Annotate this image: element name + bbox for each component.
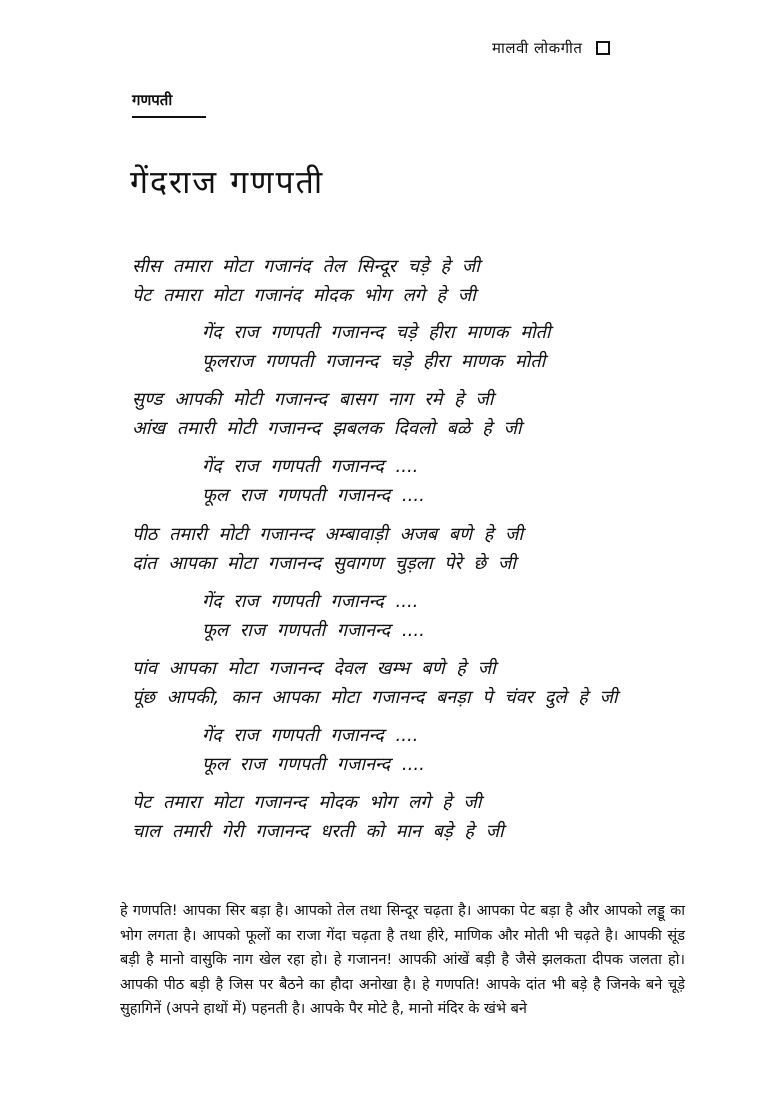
refrain-line: फूल राज गणपती गजानन्द .... [202,485,425,506]
verse-line: पूंछ आपकी, कान आपका मोटा गजानन्द बनड़ा पे चंवर दुले हे जी [132,687,618,708]
square-marker-icon [596,41,610,55]
translation-paragraph: हे गणपति! आपका सिर बड़ा है। आपको तेल तथा सिन्दूर चढ़ता है। आपका पेट बड़ा है और आपको लड्डू का भोग लगता है। आपको फूलों का राजा गेंदा चढ़ता है तथा हीरे, माणिक और मोती भी चढ़ते है। आपकी सूंड बड़ी है मानो वासुकि नाग खेल रहा हो। हे गजानन! आपकी आंखें बड़ी है जैसे झलकता दीपक जलता हो। आपकी पीठ बड़ी है जिस पर बैठने का हौदा अनोखा है। हे गणपति! आपके दांत भी बड़े है जिनके बने चूड़े सुहागिनें (अपने हाथों में) पहनती है। आपके पैर मोटे है, मानो मंदिर के खंभे बने [120,903,685,1017]
refrain-stanza-3 [202,587,425,645]
verse-line: सुण्ड आपकी मोटी गजानन्द बासग नाग रमे हे जी [132,389,494,410]
section-label: गणपती [132,90,206,118]
refrain-stanza-1 [202,318,551,376]
verse-line: चाल तमारी गेरी गजानन्द धरती को मान बड़े हे जी [132,821,504,842]
verse-line: आंख तमारी मोटी गजानन्द झबलक दिवलो बळे हे जी [132,418,522,439]
song-title: गेंदराज गणपती [130,163,325,201]
refrain-line: फूल राज गणपती गजानन्द .... [202,754,425,775]
refrain-line: गेंद राज गणपती गजानन्द .... [202,725,419,746]
refrain-stanza-4 [202,721,425,779]
verse-stanza-3 [132,520,523,578]
refrain-line: गेंद राज गणपती गजानन्द चड़े हीरा माणक मोती [202,322,551,343]
verse-line: पेट तमारा मोटा गजानंद मोदक भोग लगे हे जी [132,285,476,306]
verse-stanza-2 [132,385,522,443]
verse-line: दांत आपका मोटा गजानन्द सुवागण चुड़ला पेरे छे जी [132,553,516,574]
verse-line: सीस तमारा मोटा गजानंद तेल सिन्दूर चड़े हे जी [132,256,480,277]
verse-stanza-1 [132,252,480,310]
verse-stanza-4 [132,654,618,712]
verse-stanza-5 [132,788,504,846]
verse-line: पेट तमारा मोटा गजानन्द मोदक भोग लगे हे जी [132,792,482,813]
verse-line: पीठ तमारी मोटी गजानन्द अम्बावाड़ी अजब बणे हे जी [132,524,524,545]
refrain-line: फूल राज गणपती गजानन्द .... [202,620,425,641]
refrain-line: फूलराज गणपती गजानन्द चड़े हीरा माणक मोती [202,351,546,372]
running-title: मालवी लोकगीत [492,39,583,57]
refrain-line: गेंद राज गणपती गजानन्द .... [202,456,419,477]
refrain-stanza-2 [202,452,425,510]
verse-line: पांव आपका मोटा गजानन्द देवल खम्भ बणे हे जी [132,658,496,679]
running-header [492,38,610,58]
refrain-line: गेंद राज गणपती गजानन्द .... [202,591,419,612]
